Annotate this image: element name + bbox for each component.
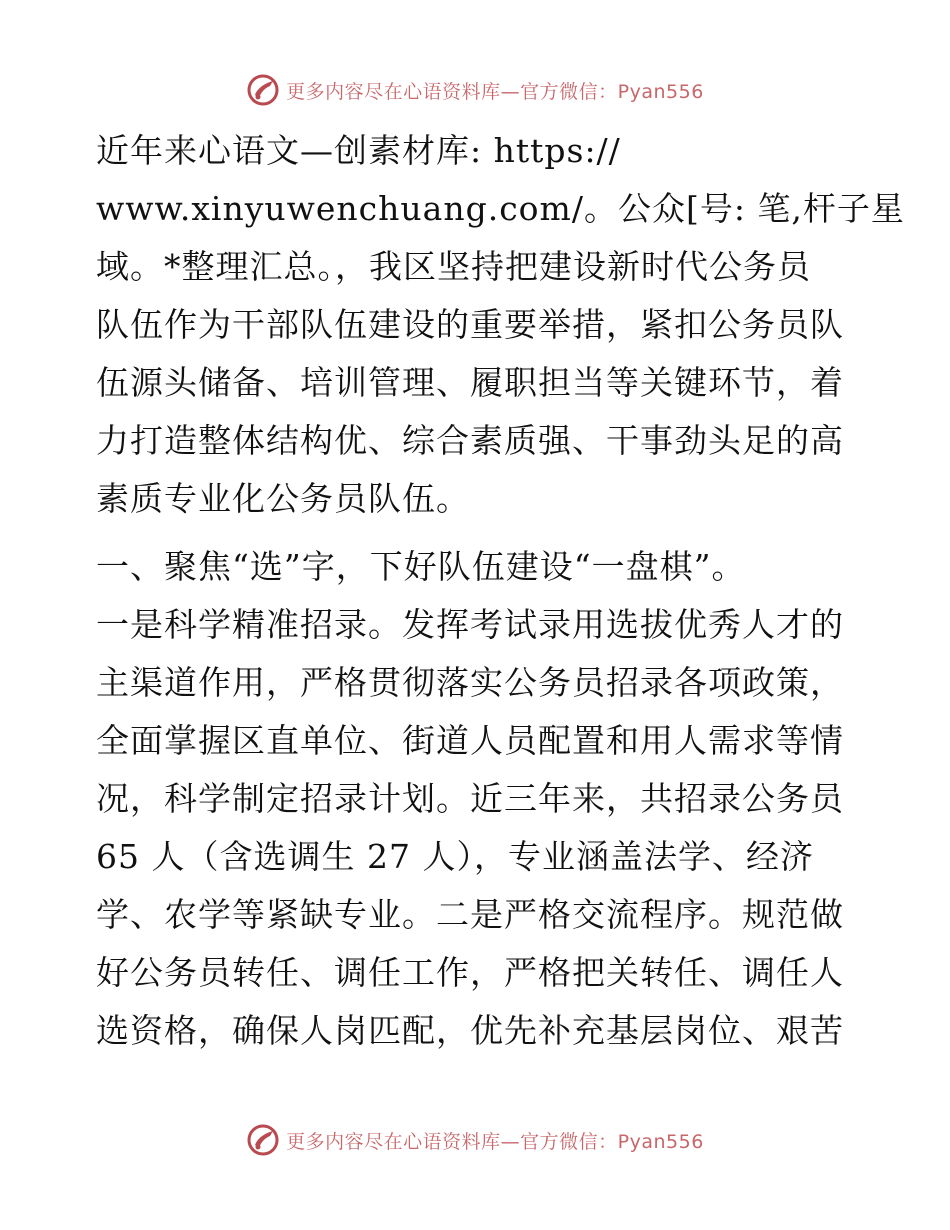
text-line: 一是科学精准招录。发挥考试录用选拔优秀人才的: [96, 605, 844, 644]
text-line: 选资格，确保人岗匹配，优先补充基层岗位、艰苦: [96, 1011, 844, 1050]
footer-banner: [0, 1120, 950, 1160]
text-line: 主渠道作用，严格贯彻落实公务员招录各项政策，: [96, 663, 844, 702]
paragraph-gap: [96, 528, 856, 538]
paragraph: [96, 538, 856, 1060]
banner-text: 更多内容尽在心语资料库—官方微信：Pyan556: [286, 1130, 704, 1153]
text-line: 素质专业化公务员队伍。: [96, 479, 470, 518]
text-line: 好公务员转任、调任工作，严格把关转任、调任人: [96, 953, 844, 992]
text-line: 近年来心语文—创素材库: https://: [96, 131, 621, 170]
text-line: www.xinyuwenchuang.com/。公众[号: 笔,杆子星: [96, 189, 905, 228]
logo-icon: [246, 1123, 280, 1157]
text-line: 域。*整理汇总。，我区坚持把建设新时代公务员: [96, 247, 811, 286]
document-body: [96, 122, 905, 1060]
text-line: 一、聚焦“选”字，下好队伍建设“一盘棋”。: [96, 547, 746, 586]
text-line: 伍源头储备、培训管理、履职担当等关键环节，着: [96, 363, 844, 402]
text-line: 况，科学制定招录计划。近三年来，共招录公务员: [96, 779, 844, 818]
text-line: 全面掌握区直单位、街道人员配置和用人需求等情: [96, 721, 844, 760]
text-line: 学、农学等紧缺专业。二是严格交流程序。规范做: [96, 895, 844, 934]
paragraph: [96, 122, 905, 528]
text-line: 队伍作为干部队伍建设的重要举措，紧扣公务员队: [96, 305, 844, 344]
text-line: 力打造整体结构优、综合素质强、干事劲头足的高: [96, 421, 844, 460]
banner-text: 更多内容尽在心语资料库—官方微信：Pyan556: [286, 80, 704, 103]
header-banner: [0, 70, 950, 110]
logo-icon: [246, 73, 280, 107]
text-line: 65 人（含选调生 27 人），专业涵盖法学、经济: [96, 837, 814, 876]
